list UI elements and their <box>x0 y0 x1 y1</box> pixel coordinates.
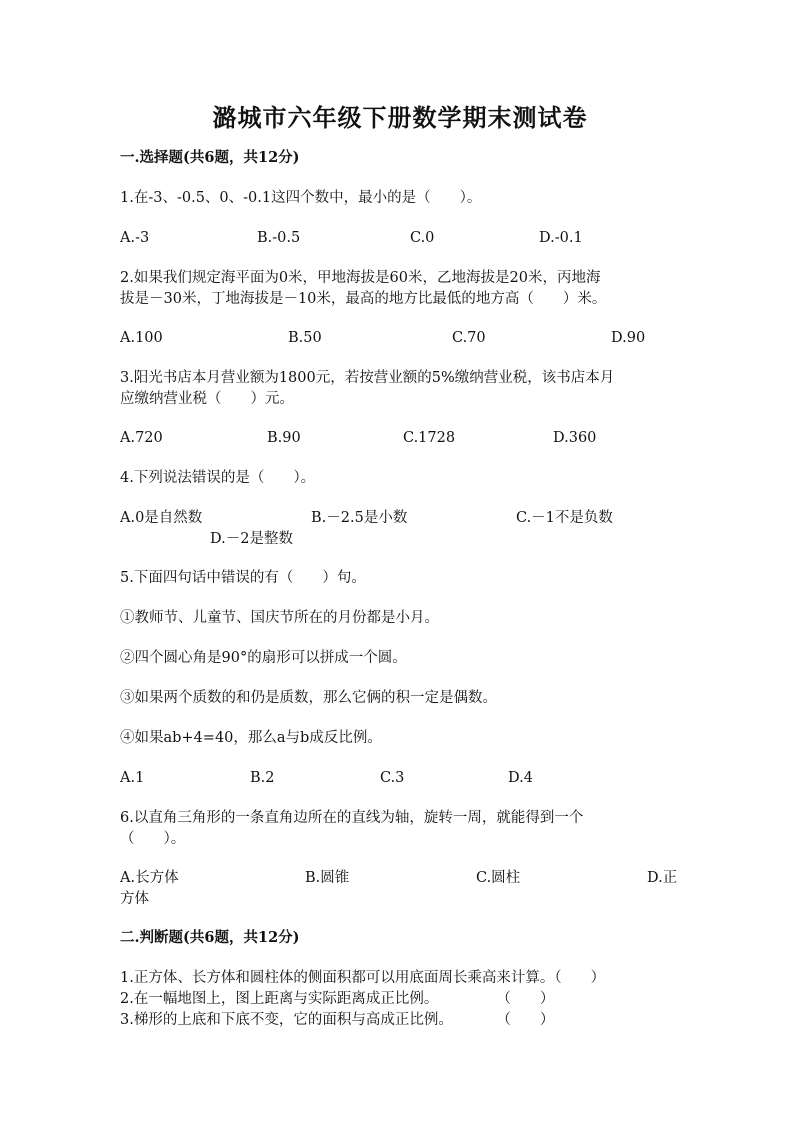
question-1-text: 1.在-3、-0.5、0、-0.1这四个数中，最小的是（ ）。 <box>120 190 482 206</box>
q5-option-a: A.1 <box>120 770 145 786</box>
q3-option-c: C.1728 <box>403 430 456 446</box>
q3-option-b: B.90 <box>267 430 301 446</box>
q6-option-a: A.长方体 <box>120 870 179 886</box>
judgement-item-3: 3.梯形的上底和下底不变，它的面积与高成正比例。 （ ） <box>120 1012 555 1028</box>
q1-option-c: C.0 <box>410 230 435 246</box>
q3-option-d: D.360 <box>553 430 597 446</box>
q2-option-b: B.50 <box>288 330 322 346</box>
q4-option-d: D.－2是整数 <box>210 531 293 547</box>
q3-option-a: A.720 <box>120 430 163 446</box>
question-2-text-line-2: 拔是－30米，丁地海拔是－10米，最高的地方比最低的地方高（ ）米。 <box>120 291 607 307</box>
q6-option-d-continued: 方体 <box>120 891 149 907</box>
q1-option-b: B.-0.5 <box>257 230 301 246</box>
question-2-text-line-1: 2.如果我们规定海平面为0米，甲地海拔是60米，乙地海拔是20米，丙地海 <box>120 270 601 286</box>
q4-option-b: B.－2.5是小数 <box>311 510 408 526</box>
q1-option-a: A.-3 <box>120 230 150 246</box>
section-heading-choice: 一.选择题(共6题，共12分) <box>120 149 300 166</box>
q1-option-d: D.-0.1 <box>539 230 583 246</box>
q6-option-d: D.正 <box>647 870 678 886</box>
q5-option-b: B.2 <box>250 770 275 786</box>
q5-option-d: D.4 <box>508 770 533 786</box>
section-heading-judgement: 二.判断题(共6题，共12分) <box>120 929 300 946</box>
q6-option-c: C.圆柱 <box>476 870 521 886</box>
question-4-text: 4.下列说法错误的是（ ）。 <box>120 470 316 486</box>
q2-option-d: D.90 <box>611 330 646 346</box>
question-5-text: 5.下面四句话中错误的有（ ）句。 <box>120 570 366 586</box>
q6-option-b: B.圆锥 <box>305 870 350 886</box>
question-6-text-line-2: （ ）。 <box>120 831 186 847</box>
question-3-text-line-2: 应缴纳营业税（ ）元。 <box>120 391 294 407</box>
page-title: 潞城市六年级下册数学期末测试卷 <box>212 103 588 132</box>
question-5-statement-3: ③如果两个质数的和仍是质数，那么它俩的积一定是偶数。 <box>120 690 497 706</box>
question-3-text-line-1: 3.阳光书店本月营业额为1800元，若按营业额的5%缴纳营业税，该书店本月 <box>120 370 615 386</box>
q2-option-a: A.100 <box>120 330 163 346</box>
q5-option-c: C.3 <box>380 770 405 786</box>
judgement-item-2: 2.在一幅地图上，图上距离与实际距离成正比例。 （ ） <box>120 991 555 1007</box>
question-5-statement-2: ②四个圆心角是90°的扇形可以拼成一个圆。 <box>120 650 407 666</box>
judgement-item-1: 1.正方体、长方体和圆柱体的侧面积都可以用底面周长乘高来计算。（ ） <box>120 970 606 986</box>
question-6-text-line-1: 6.以直角三角形的一条直角边所在的直线为轴，旋转一周，就能得到一个 <box>120 810 584 826</box>
question-5-statement-4: ④如果ab+4=40，那么a与b成反比例。 <box>120 730 382 746</box>
q4-option-c: C.－1不是负数 <box>516 510 613 526</box>
q4-option-a: A.0是自然数 <box>120 510 203 526</box>
q2-option-c: C.70 <box>452 330 486 346</box>
question-5-statement-1: ①教师节、儿童节、国庆节所在的月份都是小月。 <box>120 610 439 626</box>
